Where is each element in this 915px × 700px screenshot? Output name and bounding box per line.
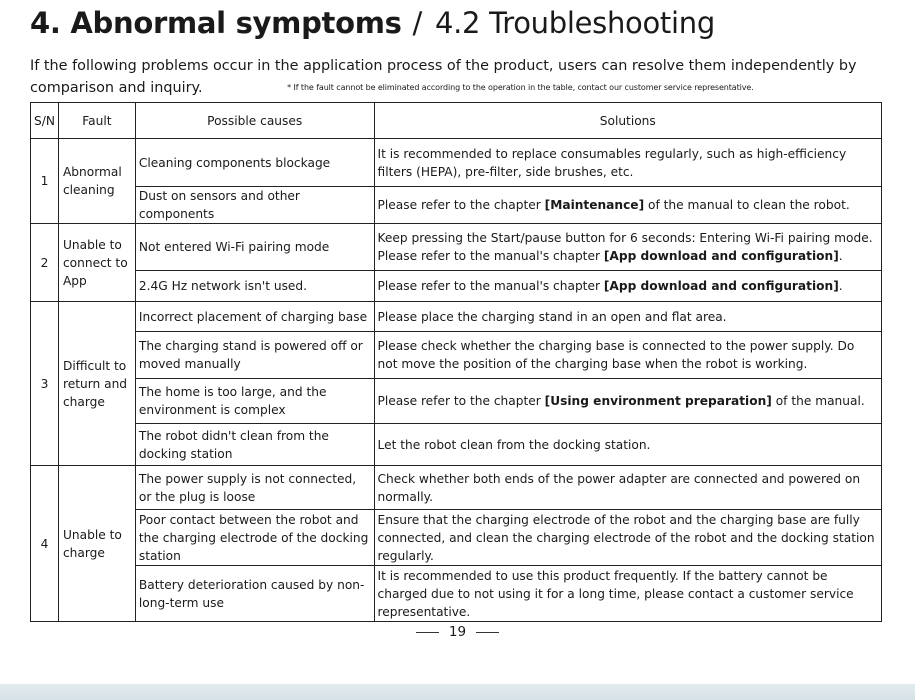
chapter-reference: [Maintenance] — [544, 198, 645, 212]
solution-cell: Keep pressing the Start/pause button for 6 seconds: Entering Wi-Fi pairing mode. Please refer to the manual's chapter [App download and configuration]. — [374, 224, 881, 271]
page-number: 19 — [448, 624, 467, 640]
fault-cell: Abnormal cleaning — [58, 139, 135, 224]
cause-cell: The robot didn't clean from the docking station — [135, 424, 374, 466]
solution-cell: Please check whether the charging base is connected to the power supply. Do not move the position of the charging base when the robot is working. — [374, 332, 881, 379]
fault-cell: Unable to connect to App — [58, 224, 135, 302]
intro-paragraph — [30, 56, 890, 99]
fault-cell: Unable to charge — [58, 466, 135, 622]
table-header-row — [31, 103, 882, 139]
title-separator: / — [412, 6, 423, 40]
cause-cell: Incorrect placement of charging base — [135, 302, 374, 332]
table-row — [31, 302, 882, 332]
table-row — [31, 332, 882, 379]
chapter-reference: [App download and configuration] — [603, 249, 839, 263]
cause-cell: The power supply is not connected, or the plug is loose — [135, 466, 374, 510]
solution-cell: Check whether both ends of the power adapter are connected and powered on normally. — [374, 466, 881, 510]
bottom-band — [0, 684, 915, 700]
solution-cell: Please refer to the chapter [Using environment preparation] of the manual. — [374, 379, 881, 424]
table-row — [31, 139, 882, 187]
page-title — [30, 6, 715, 40]
sn-cell: 2 — [31, 224, 59, 302]
intro-text: If the following problems occur in the application process of the product, users can resolve them independently by comparison and inquiry. — [30, 58, 857, 96]
solution-cell: It is recommended to use this product frequently. If the battery cannot be charged due to not using it for a long time, please contact a customer service representative. — [374, 566, 881, 622]
solution-cell: Let the robot clean from the docking station. — [374, 424, 881, 466]
footer-rule-right — [476, 632, 499, 633]
solution-cell: It is recommended to replace consumables regularly, such as high-efficiency filters (HEPA), pre-filter, side brushes, etc. — [374, 139, 881, 187]
cause-cell: Dust on sensors and other components — [135, 187, 374, 224]
header-sn: S/N — [31, 103, 59, 139]
header-causes: Possible causes — [135, 103, 374, 139]
table-row — [31, 271, 882, 302]
table-row — [31, 424, 882, 466]
fault-cell: Difficult to return and charge — [58, 302, 135, 466]
section-title: 4. Abnormal symptoms — [30, 6, 402, 40]
cause-cell: Poor contact between the robot and the charging electrode of the docking station — [135, 510, 374, 566]
troubleshooting-table — [30, 102, 882, 622]
solution-cell: Ensure that the charging electrode of the robot and the charging base are fully connected, and clean the charging electrode of the robot and the docking station regularly. — [374, 510, 881, 566]
cause-cell: Battery deterioration caused by non-long-term use — [135, 566, 374, 622]
cause-cell: The charging stand is powered off or moved manually — [135, 332, 374, 379]
chapter-reference: [Using environment preparation] — [544, 394, 772, 408]
solution-cell: Please refer to the manual's chapter [App download and configuration]. — [374, 271, 881, 302]
table-row — [31, 187, 882, 224]
intro-note: * If the fault cannot be eliminated according to the operation in the table, contact our customer service representative. — [287, 83, 754, 92]
cause-cell: 2.4G Hz network isn't used. — [135, 271, 374, 302]
table-row — [31, 566, 882, 622]
page-footer — [0, 624, 915, 640]
table-row — [31, 379, 882, 424]
sn-cell: 1 — [31, 139, 59, 224]
cause-cell: The home is too large, and the environment is complex — [135, 379, 374, 424]
subsection-title: 4.2 Troubleshooting — [434, 6, 715, 40]
table-row — [31, 466, 882, 510]
header-solutions: Solutions — [374, 103, 881, 139]
sn-cell: 4 — [31, 466, 59, 622]
solution-cell: Please place the charging stand in an open and flat area. — [374, 302, 881, 332]
table-row — [31, 224, 882, 271]
cause-cell: Cleaning components blockage — [135, 139, 374, 187]
header-fault: Fault — [58, 103, 135, 139]
sn-cell: 3 — [31, 302, 59, 466]
table-row — [31, 510, 882, 566]
chapter-reference: [App download and configuration] — [603, 279, 839, 293]
footer-rule-left — [416, 632, 439, 633]
solution-cell: Please refer to the chapter [Maintenance] of the manual to clean the robot. — [374, 187, 881, 224]
cause-cell: Not entered Wi-Fi pairing mode — [135, 224, 374, 271]
